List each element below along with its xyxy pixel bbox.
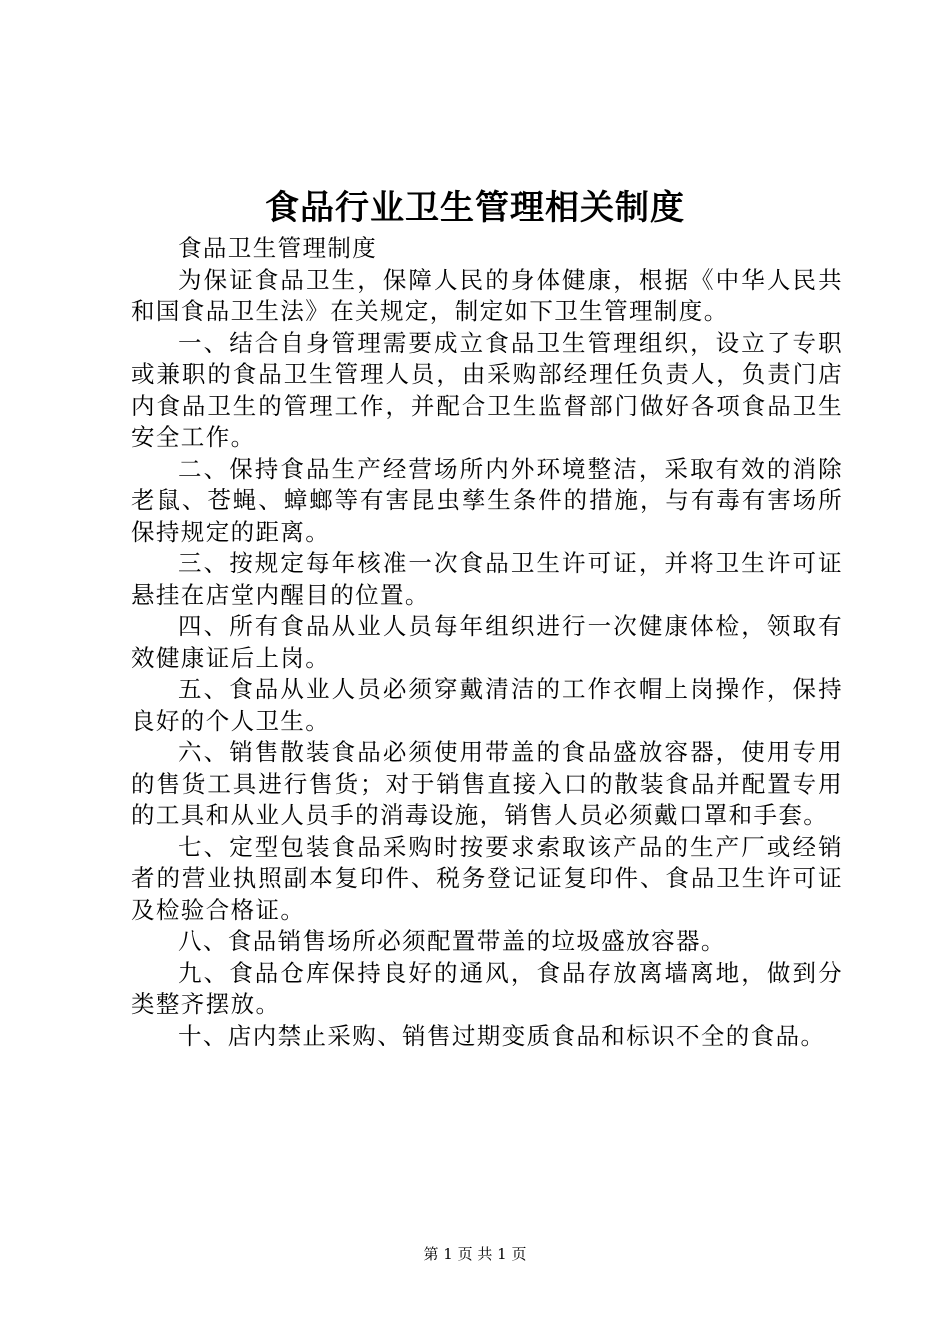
paragraph-item-2: 二、保持食品生产经营场所内外环境整洁，采取有效的消除老鼠、苍蝇、蟑螂等有害昆虫孳生条件的措施，与有毒有害场所保持规定的距离。 [131, 454, 843, 546]
paragraph-item-8: 八、食品销售场所必须配置带盖的垃圾盛放容器。 [178, 927, 726, 955]
page-footer: 第 1 页 共 1 页 [423, 1245, 527, 1263]
document-title: 食品行业卫生管理相关制度 [265, 188, 685, 228]
paragraph-item-4: 四、所有食品从业人员每年组织进行一次健康体检，领取有效健康证后上岗。 [131, 612, 843, 672]
paragraph-item-1: 一、结合自身管理需要成立食品卫生管理组织，设立了专职或兼职的食品卫生管理人员，由采购部经理任负责人，负责门店内食品卫生的管理工作，并配合卫生监督部门做好各项食品卫生安全工作。 [131, 328, 843, 451]
paragraph-intro: 为保证食品卫生，保障人民的身体健康，根据《中华人民共和国食品卫生法》在关规定，制定如下卫生管理制度。 [131, 265, 843, 325]
paragraph-item-6: 六、销售散装食品必须使用带盖的食品盛放容器，使用专用的售货工具进行售货；对于销售直接入口的散装食品并配置专用的工具和从业人员手的消毒设施，销售人员必须戴口罩和手套。 [131, 738, 843, 829]
paragraph-item-9: 九、食品仓库保持良好的通风，食品存放离墙离地，做到分类整齐摆放。 [131, 958, 843, 1018]
document-body [131, 233, 843, 1052]
paragraph-subtitle: 食品卫生管理制度 [178, 234, 378, 262]
paragraph-item-7: 七、定型包装食品采购时按要求索取该产品的生产厂或经销者的营业执照副本复印件、税务登记证复印件、食品卫生许可证及检验合格证。 [131, 832, 843, 924]
paragraph-item-3: 三、按规定每年核准一次食品卫生许可证，并将卫生许可证悬挂在店堂内醒目的位置。 [131, 549, 843, 609]
paragraph-item-10: 十、店内禁止采购、销售过期变质食品和标识不全的食品。 [178, 1021, 826, 1050]
paragraph-item-5: 五、食品从业人员必须穿戴清洁的工作衣帽上岗操作，保持良好的个人卫生。 [131, 675, 843, 735]
